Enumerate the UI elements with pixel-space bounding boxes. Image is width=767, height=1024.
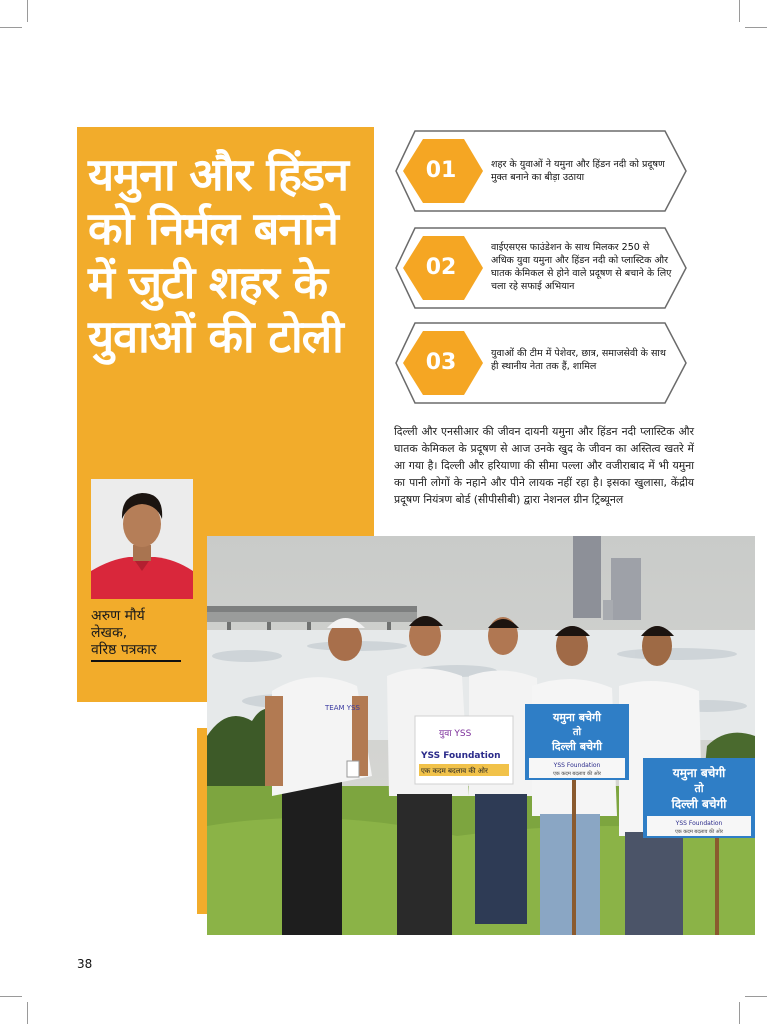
crop-mark xyxy=(0,996,22,997)
yss-sign xyxy=(525,704,629,780)
svg-text:तो: तो xyxy=(572,727,582,738)
author-photo xyxy=(91,479,193,599)
page-number: 38 xyxy=(77,957,93,971)
point-number: 02 xyxy=(425,255,457,280)
article-body: दिल्ली और एनसीआर की जीवन दायनी यमुना और हिंडन नदी प्लास्टिक और घातक केमिकल के प्रदूषण से आज उनके खुद के जीवन का अस्तित्व खतरे में आ गया है। दिल्ली और हरियाणा की सीमा पल्ला और वजीराबाद में भी यमुना का पानी लोगों के नहाने और पीने लायक नहीं रहा है। इसका खुलासा, केंद्रीय प्रदूषण नियंत्रण बोर्ड (सीपीसीबी) द्वारा नेशनल ग्रीन ट्रिब्यूनल xyxy=(394,425,694,506)
crop-mark xyxy=(27,0,28,22)
svg-text:एक कदम बदलाव की ओर: एक कदम बदलाव की ओर xyxy=(421,767,488,775)
highlight-point xyxy=(395,322,687,404)
highlight-point xyxy=(395,227,687,309)
svg-text:दिल्ली बचेगी: दिल्ली बचेगी xyxy=(671,797,727,811)
shirt-text: TEAM YSS xyxy=(325,704,360,712)
point-text: युवाओं की टीम में पेशेवर, छात्र, समाजसेवी के साथ ही स्थानीय नेता तक हैं, शामिल xyxy=(491,348,666,372)
group-photo xyxy=(207,536,755,935)
svg-text:यमुना बचेगी: यमुना बचेगी xyxy=(552,711,602,724)
author-name: अरुण मौर्य xyxy=(91,608,145,624)
point-number: 01 xyxy=(425,158,457,183)
crop-mark xyxy=(0,27,22,28)
divider xyxy=(91,660,181,662)
svg-text:तो: तो xyxy=(694,782,704,795)
crop-mark xyxy=(739,0,740,22)
author-designation: वरिष्ठ पत्रकार xyxy=(91,642,157,658)
crop-mark xyxy=(745,27,767,28)
svg-text:एक कदम बदलाव की ओर: एक कदम बदलाव की ओर xyxy=(553,771,601,777)
svg-text:YSS Foundation: YSS Foundation xyxy=(553,762,601,769)
point-text: वाईएसएस फाउंडेशन के साथ मिलकर 250 से अधिक युवा यमुना और हिंडन नदी को प्लास्टिक और घातक केमिकल से होने वाले प्रदूषण से बचाने के लिए चला रहे सफाई अभियान xyxy=(491,242,672,292)
author-title: लेखक, xyxy=(91,625,128,641)
svg-text:एक कदम बदलाव की ओर: एक कदम बदलाव की ओर xyxy=(675,829,723,835)
svg-text:YSS Foundation: YSS Foundation xyxy=(421,751,501,761)
yss-banner xyxy=(415,716,513,784)
yss-sign xyxy=(643,758,755,838)
article-headline: यमुना और हिंडन को निर्मल बनाने में जुटी शहर के युवाओं की टोली xyxy=(88,148,349,363)
crop-mark xyxy=(745,996,767,997)
svg-text:यमुना बचेगी: यमुना बचेगी xyxy=(672,766,726,780)
svg-text:YSS Foundation: YSS Foundation xyxy=(675,820,723,827)
point-text: शहर के युवाओं ने यमुना और हिंडन नदी को प्रदूषण मुक्त बनाने का बीड़ा उठाया xyxy=(491,159,665,183)
svg-text:दिल्ली बचेगी: दिल्ली बचेगी xyxy=(551,740,603,753)
svg-text:युवा YSS: युवा YSS xyxy=(439,729,472,739)
highlight-point xyxy=(395,130,687,212)
point-number: 03 xyxy=(425,350,457,375)
crop-mark xyxy=(739,1002,740,1024)
crop-mark xyxy=(27,1002,28,1024)
